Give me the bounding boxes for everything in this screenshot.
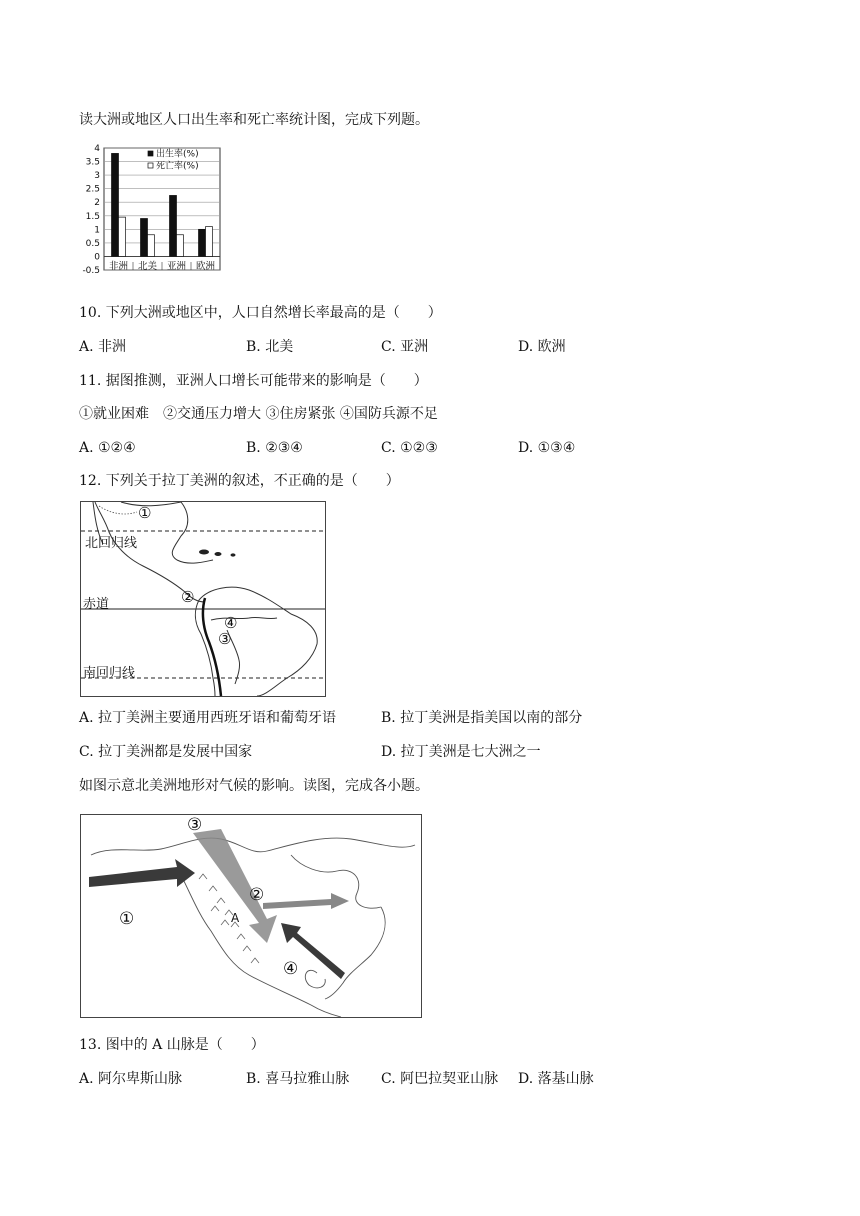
x-tick-label: 北美	[137, 261, 158, 272]
latin-america-map	[80, 501, 326, 697]
y-tick-label: 3.5	[85, 157, 100, 168]
q13-option-c[interactable]: C. 阿巴拉契亚山脉	[381, 1071, 499, 1087]
x-tick-label: 亚洲	[166, 261, 187, 272]
y-tick-label: 0.5	[85, 238, 100, 249]
na-marker-4: ④	[283, 959, 299, 979]
tropic-south-label: 南回归线	[83, 666, 136, 681]
q11-option-a[interactable]: A. ①②④	[79, 440, 136, 456]
arrow-2	[263, 893, 349, 909]
question-12-stem: 12. 下列关于拉丁美洲的叙述，不正确的是（ ）	[79, 473, 400, 489]
intro-text-1: 读大洲或地区人口出生率和死亡率统计图，完成下列题。	[79, 112, 429, 128]
q12-option-a[interactable]: A. 拉丁美洲主要通用西班牙语和葡萄牙语	[79, 710, 337, 726]
east-coast	[325, 907, 385, 999]
island-mark	[215, 552, 222, 556]
birth-death-rate-chart	[78, 142, 228, 291]
bar-death-rate	[148, 235, 155, 257]
island-mark	[199, 550, 209, 555]
legend-swatch	[148, 151, 153, 156]
y-tick-label: 1.5	[85, 211, 100, 222]
legend-label: 死亡率(%)	[156, 161, 199, 172]
bar-death-rate	[119, 217, 126, 256]
arctic-coast	[91, 838, 415, 855]
tropic-north-label: 北回归线	[85, 536, 138, 551]
x-tick-label: 欧洲	[195, 261, 216, 272]
q13-option-d[interactable]: D. 落基山脉	[518, 1071, 594, 1087]
question-11-list: ①就业困难 ②交通压力增大 ③住房紧张 ④国防兵源不足	[79, 406, 438, 422]
question-10-stem: 10. 下列大洲或地区中，人口自然增长率最高的是（ ）	[79, 305, 442, 321]
q13-option-a[interactable]: A. 阿尔卑斯山脉	[79, 1071, 183, 1087]
gulf-coast	[305, 970, 325, 988]
q13-option-b[interactable]: B. 喜马拉雅山脉	[246, 1071, 350, 1087]
equator-label: 赤道	[83, 597, 110, 612]
marker-3: ③	[218, 630, 232, 648]
north-america-climate-map	[80, 814, 422, 1018]
q10-option-c[interactable]: C. 亚洲	[381, 339, 429, 355]
q10-option-b[interactable]: B. 北美	[246, 339, 294, 355]
bar-death-rate	[177, 235, 184, 257]
question-11-stem: 11. 据图推测，亚洲人口增长可能带来的影响是（ ）	[79, 373, 428, 389]
q10-option-a[interactable]: A. 非洲	[79, 339, 127, 355]
y-tick-label: 1	[94, 225, 100, 236]
amazon-river	[211, 617, 277, 620]
bar-birth-rate	[170, 195, 177, 256]
y-tick-label: 4	[94, 144, 100, 154]
chart-svg	[78, 142, 228, 287]
bar-birth-rate	[141, 218, 148, 256]
q11-option-b[interactable]: B. ②③④	[246, 440, 303, 456]
q12-option-b[interactable]: B. 拉丁美洲是指美国以南的部分	[381, 710, 583, 726]
q12-option-c[interactable]: C. 拉丁美洲都是发展中国家	[79, 744, 253, 760]
q11-option-c[interactable]: C. ①②③	[381, 440, 438, 456]
legend-label: 出生率(%)	[156, 149, 199, 160]
marker-4: ④	[224, 614, 238, 632]
legend-swatch	[148, 163, 153, 168]
marker-2: ②	[181, 588, 195, 606]
central-america-outline	[93, 502, 213, 602]
na-marker-3: ③	[187, 815, 203, 835]
arrow-1	[89, 859, 195, 887]
x-tick-label: 非洲	[108, 261, 129, 272]
south-america-outline	[195, 587, 317, 696]
marker-1: ①	[138, 504, 152, 522]
bar-death-rate	[206, 227, 213, 257]
y-tick-label: 2.5	[85, 184, 100, 195]
y-tick-label: 3	[94, 171, 100, 182]
bar-birth-rate	[112, 153, 119, 256]
na-marker-2: ②	[249, 885, 265, 905]
y-tick-label: 0	[94, 252, 100, 263]
bar-birth-rate	[199, 229, 206, 256]
island-mark	[231, 553, 236, 556]
q11-option-d[interactable]: D. ①③④	[518, 440, 576, 456]
q10-option-d[interactable]: D. 欧洲	[518, 339, 566, 355]
y-tick-label: -0.5	[82, 266, 100, 276]
y-tick-label: 2	[94, 198, 100, 209]
q12-option-d[interactable]: D. 拉丁美洲是七大洲之一	[381, 744, 541, 760]
mountain-a-label: A	[231, 911, 240, 925]
intro-text-2: 如图示意北美洲地形对气候的影响。读图，完成各小题。	[79, 778, 429, 794]
border-dotted	[99, 506, 137, 514]
question-13-stem: 13. 图中的 A 山脉是（ ）	[79, 1037, 265, 1053]
arrow-3	[193, 829, 277, 943]
na-marker-1: ①	[119, 909, 135, 929]
